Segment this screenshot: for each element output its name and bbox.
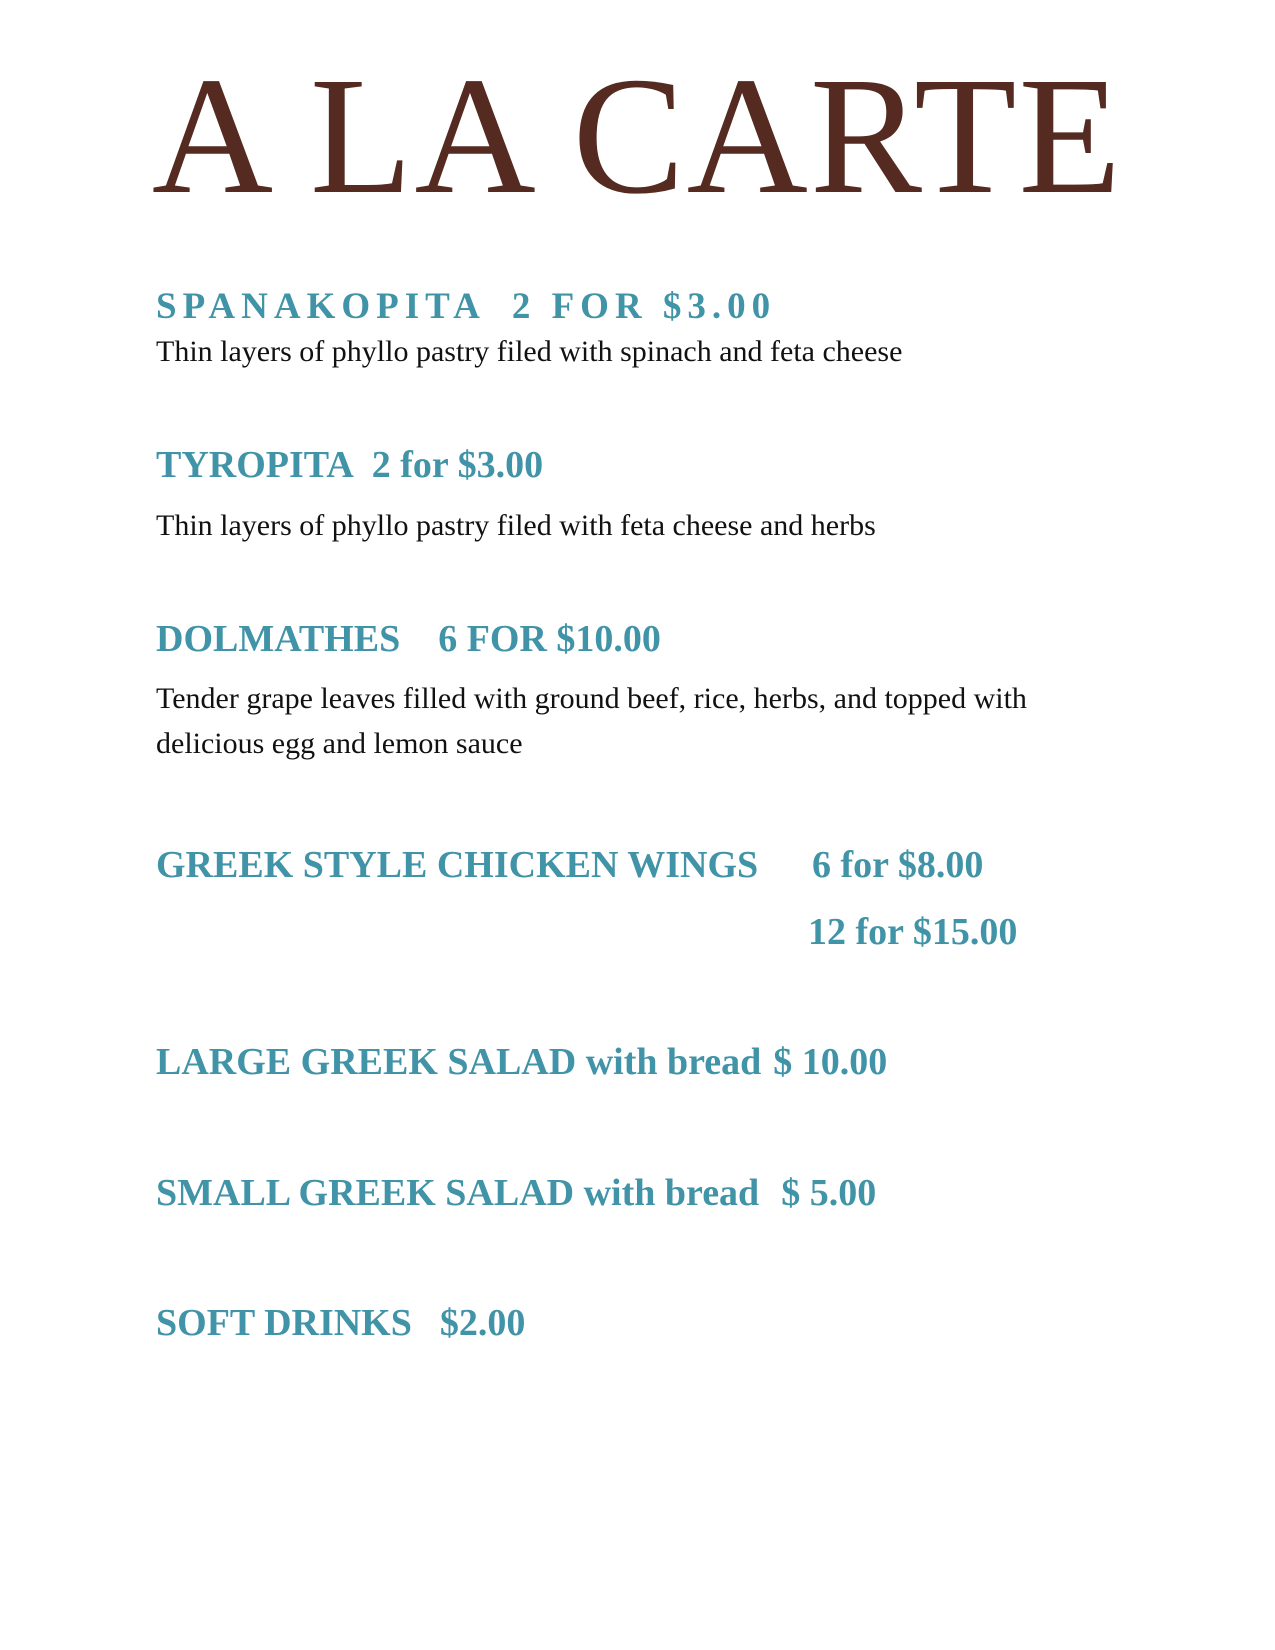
menu-item-dolmathes: [156, 620, 661, 658]
item-price: 6 FOR $10.00: [438, 618, 661, 660]
item-name: SPANAKOPITA: [156, 286, 486, 327]
menu-item-large-greek-salad: [156, 1043, 887, 1081]
menu-item-tyropita: [156, 446, 543, 484]
item-name: LARGE GREEK SALAD with bread: [156, 1041, 762, 1083]
item-price: 2 for $3.00: [371, 444, 544, 486]
item-price: $ 5.00: [781, 1172, 877, 1214]
item-name: DOLMATHES: [156, 618, 401, 660]
menu-item-spanakopita: [156, 288, 776, 325]
item-description: Thin layers of phyllo pastry filed with feta cheese and herbs: [156, 509, 876, 542]
item-description: Tender grape leaves filled with ground beef, rice, herbs, and topped with delicious egg and lemon sauce: [156, 682, 1027, 760]
item-name: SOFT DRINKS: [156, 1302, 412, 1344]
item-price-6: 6 for $8.00: [812, 844, 984, 886]
item-price: $2.00: [439, 1302, 526, 1344]
item-description: Thin layers of phyllo pastry filed with spinach and feta cheese: [156, 335, 903, 368]
item-name: GREEK STYLE CHICKEN WINGS: [156, 844, 759, 886]
item-name: SMALL GREEK SALAD with bread: [156, 1172, 760, 1214]
menu-item-chicken-wings: [156, 846, 758, 884]
item-name: TYROPITA: [156, 444, 354, 486]
menu-item-small-greek-salad: [156, 1174, 876, 1212]
menu-item-soft-drinks: [156, 1304, 525, 1342]
item-price-12: 12 for $15.00: [808, 911, 1018, 953]
item-price: 2 FOR $3.00: [511, 286, 777, 327]
page-title: A LA CARTE: [151, 43, 1124, 229]
item-price: $ 10.00: [773, 1041, 888, 1083]
